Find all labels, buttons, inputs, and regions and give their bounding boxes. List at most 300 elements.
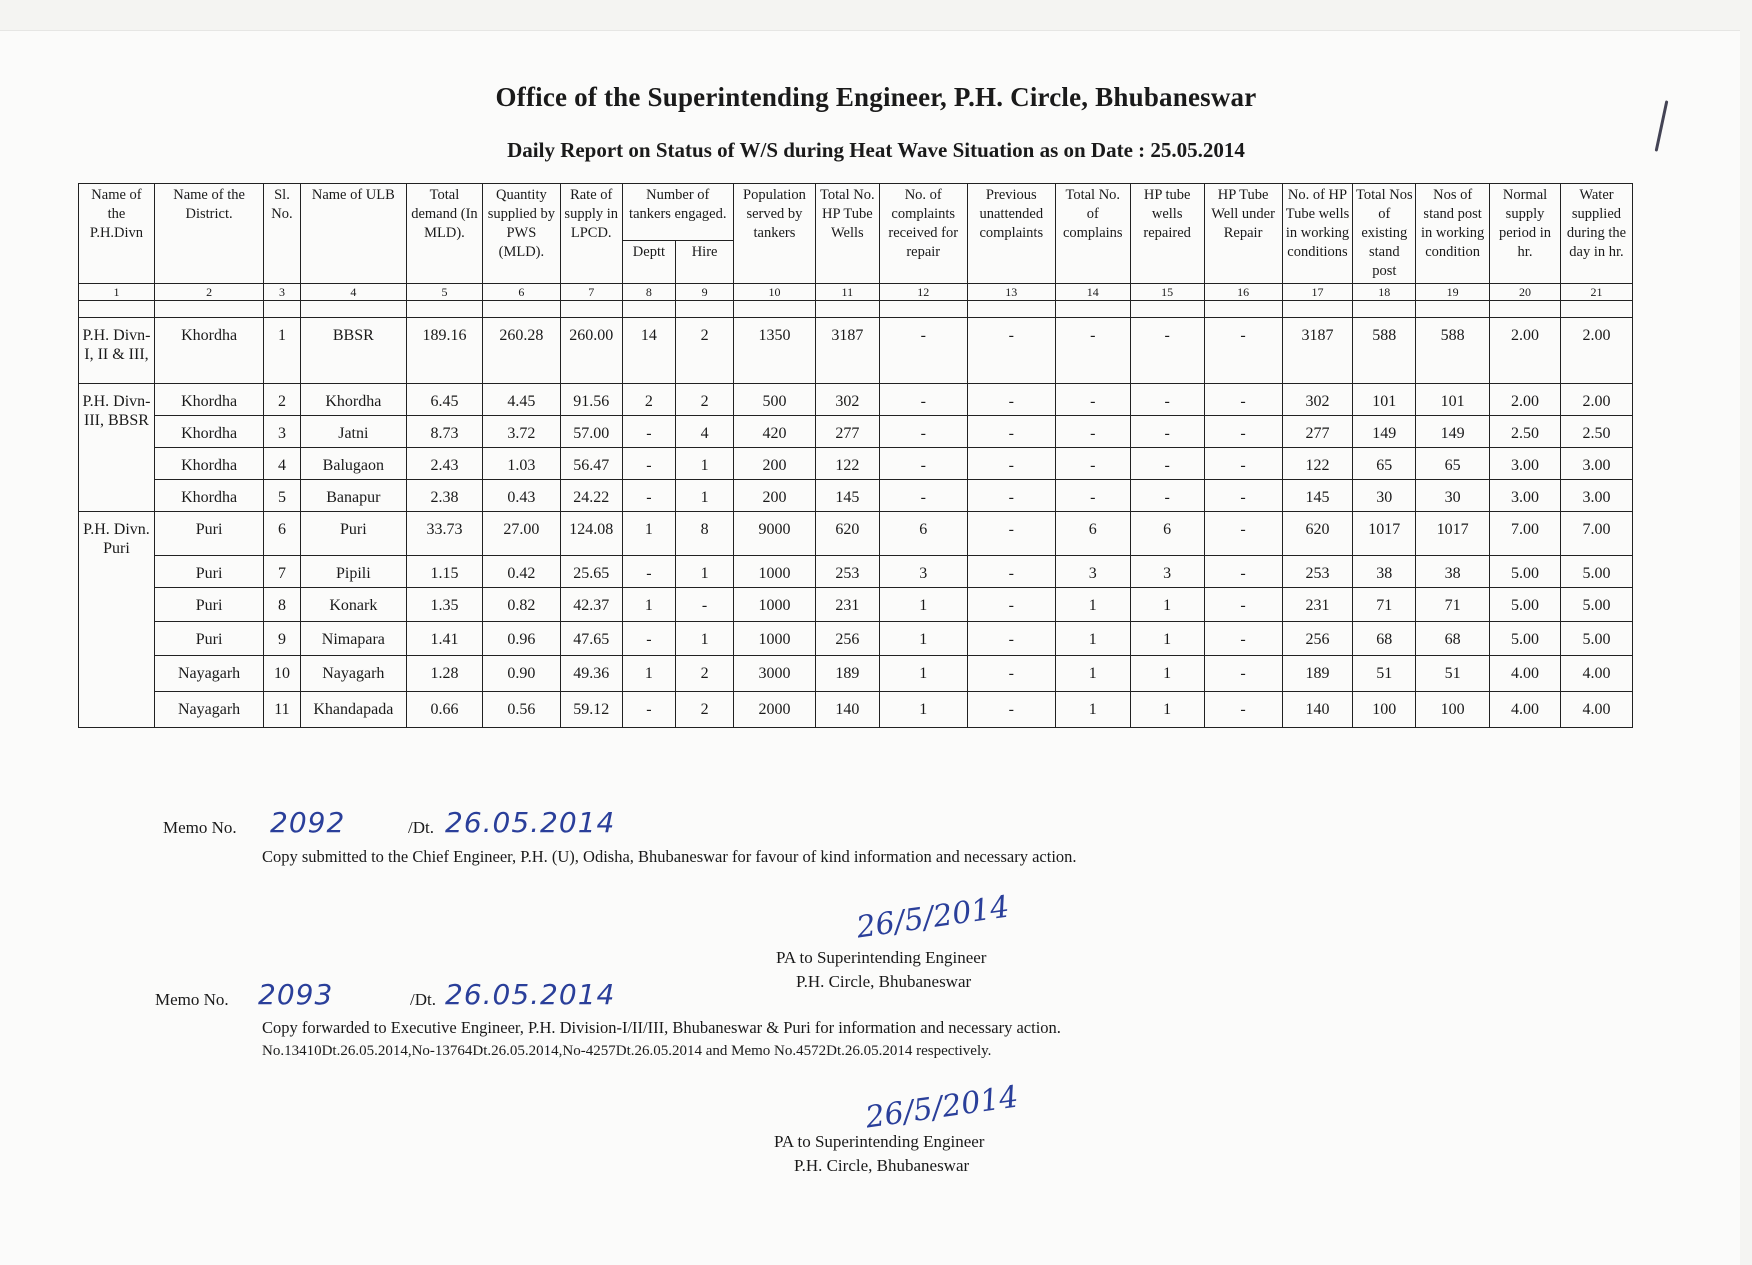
table-cell: 2 [676,656,734,692]
table-cell: Jatni [300,416,406,448]
table-cell: 4.00 [1560,692,1632,728]
table-cell: 2.00 [1490,318,1561,384]
table-cell: 3.00 [1560,480,1632,512]
table-cell: Balugaon [300,448,406,480]
table-cell: - [1055,384,1130,416]
table-cell: Khordha [154,480,263,512]
table-cell: 65 [1416,448,1490,480]
table-row [79,622,1633,656]
table-cell: 9000 [733,512,815,556]
table-cell: - [622,622,676,656]
table-cell: 6 [879,512,967,556]
table-cell: 189.16 [406,318,482,384]
table-cell: - [967,448,1055,480]
table-cell: 277 [815,416,879,448]
table-cell: - [1204,416,1282,448]
col-header-normal-supply: Normal supply period in hr. [1490,184,1561,284]
memo2-date: 26.05.2014 [445,978,616,1011]
table-cell: 27.00 [482,512,560,556]
table-cell: 71 [1353,588,1416,622]
column-number: 17 [1282,284,1353,301]
table-cell: - [967,416,1055,448]
table-cell: - [622,692,676,728]
table-cell: Puri [154,556,263,588]
table-cell: 200 [733,448,815,480]
memo1-date-label: /Dt. [408,818,434,837]
report-subtitle: Daily Report on Status of W/S during Heat Wave Situation as on Date : 25.05.2014 [507,138,1245,162]
column-number: 21 [1560,284,1632,301]
table-cell: 5.00 [1560,556,1632,588]
table-cell: 1 [676,448,734,480]
col-header-hp-repaired: HP tube wells repaired [1130,184,1204,284]
table-cell: Puri [154,588,263,622]
col-header-rate: Rate of supply in LPCD. [560,184,622,284]
table-row [79,416,1633,448]
table-cell: 140 [1282,692,1353,728]
table-cell: 2 [264,384,300,416]
table-cell: 2.50 [1560,416,1632,448]
table-cell: 3 [264,416,300,448]
table-cell: 4 [264,448,300,480]
table-cell: 4.00 [1490,692,1561,728]
table-cell: 0.43 [482,480,560,512]
table-cell: 4 [676,416,734,448]
column-number: 8 [622,284,676,301]
table-cell: 149 [1416,416,1490,448]
col-header-qty-pws: Quantity supplied by PWS (MLD). [482,184,560,284]
spacer-cell [1130,301,1204,318]
status-table [78,183,1633,728]
col-header-prev-unattended: Previous unattended complaints [967,184,1055,284]
table-cell: Khordha [300,384,406,416]
table-cell: 588 [1353,318,1416,384]
table-cell: 0.56 [482,692,560,728]
table-cell: - [967,384,1055,416]
table-cell: - [1055,480,1130,512]
table-cell: 0.90 [482,656,560,692]
table-cell: Puri [154,512,263,556]
table-cell: 140 [815,692,879,728]
signature2-handwriting: 26/5/2014 [863,1079,1021,1136]
table-cell: 5.00 [1560,588,1632,622]
memo2-references: No.13410Dt.26.05.2014,No-13764Dt.26.05.2014,No-4257Dt.26.05.2014 and Memo No.4572Dt.26.05.2014 respectively. [262,1043,992,1059]
table-cell: - [622,416,676,448]
table-cell: 33.73 [406,512,482,556]
spacer-cell [676,301,734,318]
col-header-hp-under-repair: HP Tube Well under Repair [1204,184,1282,284]
table-row [79,448,1633,480]
spacer-cell [406,301,482,318]
table-cell: 101 [1416,384,1490,416]
spacer-cell [264,301,300,318]
table-cell: 3.00 [1560,448,1632,480]
table-cell: 1000 [733,622,815,656]
table-cell: 1.35 [406,588,482,622]
table-cell: - [622,556,676,588]
table-cell: 6 [264,512,300,556]
table-cell: 1 [879,588,967,622]
table-cell: 3.00 [1490,448,1561,480]
spacer-cell [154,301,263,318]
table-cell: 7 [264,556,300,588]
table-cell: 1017 [1353,512,1416,556]
column-number: 4 [300,284,406,301]
col-header-water-supplied: Water supplied during the day in hr. [1560,184,1632,284]
table-cell: Nimapara [300,622,406,656]
table-cell: - [879,480,967,512]
table-cell: 2 [676,384,734,416]
table-cell: 1000 [733,556,815,588]
table-cell: 91.56 [560,384,622,416]
table-cell: 30 [1353,480,1416,512]
table-cell: 231 [815,588,879,622]
col-header-total-hp: Total No. HP Tube Wells [815,184,879,284]
table-cell: - [1055,318,1130,384]
table-cell: 1 [622,588,676,622]
table-cell: - [967,622,1055,656]
table-cell: 260.00 [560,318,622,384]
table-row [79,318,1633,384]
col-header-divn: Name of the P.H.Divn [79,184,155,284]
spacer-cell [1353,301,1416,318]
table-row [79,656,1633,692]
table-cell: 4.00 [1490,656,1561,692]
table-cell: 8 [264,588,300,622]
signature2-block [774,1130,984,1178]
table-cell: - [967,588,1055,622]
table-cell: 500 [733,384,815,416]
table-cell: 420 [733,416,815,448]
table-cell: 9 [264,622,300,656]
column-number: 11 [815,284,879,301]
table-cell: 6 [1055,512,1130,556]
table-cell: 14 [622,318,676,384]
table-cell: 8 [676,512,734,556]
table-cell: 1 [879,692,967,728]
table-cell: 0.66 [406,692,482,728]
table-cell: 620 [815,512,879,556]
table-cell: 2.50 [1490,416,1561,448]
table-cell: - [1055,448,1130,480]
table-row [79,384,1633,416]
table-cell: 7.00 [1490,512,1561,556]
table-cell: 253 [1282,556,1353,588]
spacer-cell [1282,301,1353,318]
table-cell: 38 [1416,556,1490,588]
table-cell: 25.65 [560,556,622,588]
table-cell: 3187 [1282,318,1353,384]
table-cell: 1 [1130,588,1204,622]
table-cell: 2.00 [1490,384,1561,416]
table-cell: 68 [1353,622,1416,656]
table-cell: Pipili [300,556,406,588]
memo2-label: Memo No. [155,990,229,1009]
table-row [79,512,1633,556]
memo2-date-label: /Dt. [410,990,436,1009]
table-cell: - [879,416,967,448]
table-row [79,480,1633,512]
table-cell: 1 [1055,588,1130,622]
table-cell: 1.15 [406,556,482,588]
table-cell: 1 [264,318,300,384]
table-cell: - [676,588,734,622]
table-cell: 2 [676,318,734,384]
column-number: 18 [1353,284,1416,301]
spacer-cell [300,301,406,318]
table-cell: 100 [1416,692,1490,728]
column-number: 20 [1490,284,1561,301]
column-number: 3 [264,284,300,301]
table-cell: 5 [264,480,300,512]
table-cell: 1 [1130,656,1204,692]
spacer-cell [815,301,879,318]
table-cell: 2.38 [406,480,482,512]
table-cell: 1 [879,622,967,656]
spacer-cell [560,301,622,318]
table-cell: Nayagarh [154,692,263,728]
column-number: 15 [1130,284,1204,301]
table-cell: - [1130,318,1204,384]
memo1-text: Copy submitted to the Chief Engineer, P.H. (U), Odisha, Bhubaneswar for favour of kind information and necessary action. [262,847,1077,866]
table-cell: - [622,448,676,480]
table-cell: 5.00 [1490,556,1561,588]
column-number: 7 [560,284,622,301]
table-cell: 149 [1353,416,1416,448]
table-cell: Puri [300,512,406,556]
table-cell: 3187 [815,318,879,384]
table-cell: 56.47 [560,448,622,480]
table-cell: - [1204,318,1282,384]
table-cell: Puri [154,622,263,656]
table-cell: 65 [1353,448,1416,480]
table-cell: 189 [815,656,879,692]
table-cell: - [1204,448,1282,480]
column-number: 13 [967,284,1055,301]
table-cell: 1 [1130,692,1204,728]
table-cell: 5.00 [1490,622,1561,656]
column-number: 19 [1416,284,1490,301]
table-cell: - [879,384,967,416]
table-cell: 122 [1282,448,1353,480]
table-cell: 3 [1055,556,1130,588]
table-cell: - [1204,480,1282,512]
table-cell: 588 [1416,318,1490,384]
table-cell: - [1130,416,1204,448]
table-cell: - [967,318,1055,384]
column-number-row [79,284,1633,301]
table-cell: Nayagarh [154,656,263,692]
table-cell: 253 [815,556,879,588]
table-cell: Banapur [300,480,406,512]
table-cell: 6 [1130,512,1204,556]
table-cell: 1350 [733,318,815,384]
col-header-deptt: Deptt [622,240,676,283]
table-cell: 2.00 [1560,318,1632,384]
table-cell: - [1130,384,1204,416]
table-cell: 59.12 [560,692,622,728]
table-cell: 24.22 [560,480,622,512]
table-cell: - [967,556,1055,588]
table-cell: Khordha [154,384,263,416]
table-cell: - [1204,692,1282,728]
table-cell: 2.00 [1560,384,1632,416]
table-cell: 0.42 [482,556,560,588]
table-cell: 1 [676,622,734,656]
table-cell: - [967,656,1055,692]
table-cell: 2.43 [406,448,482,480]
table-cell: 1 [676,556,734,588]
table-cell: 1 [622,512,676,556]
col-header-total-complains: Total No. of complains [1055,184,1130,284]
table-cell: 38 [1353,556,1416,588]
column-number: 12 [879,284,967,301]
table-cell: 100 [1353,692,1416,728]
spacer-cell [967,301,1055,318]
table-cell: 71 [1416,588,1490,622]
memo2-number: 2093 [258,978,334,1011]
table-cell: 3000 [733,656,815,692]
table-cell: 2000 [733,692,815,728]
col-header-standpost-working: Nos of stand post in working condition [1416,184,1490,284]
column-number: 2 [154,284,263,301]
page-title: Office of the Superintending Engineer, P.H. Circle, Bhubaneswar [495,82,1257,112]
table-cell: 4.45 [482,384,560,416]
table-cell: 2 [676,692,734,728]
spacer-cell [733,301,815,318]
table-cell: 1 [879,656,967,692]
table-cell: - [1204,588,1282,622]
spacer-cell [1560,301,1632,318]
table-cell: - [967,692,1055,728]
table-cell: BBSR [300,318,406,384]
column-number: 14 [1055,284,1130,301]
table-cell: - [1204,656,1282,692]
table-cell: 231 [1282,588,1353,622]
table-cell: 0.82 [482,588,560,622]
table-cell: - [1204,384,1282,416]
table-cell: 10 [264,656,300,692]
spacer-cell [622,301,676,318]
table-cell: - [967,480,1055,512]
table-cell: 1 [1055,692,1130,728]
signature2-line2: P.H. Circle, Bhubaneswar [794,1156,970,1175]
table-cell: - [1130,448,1204,480]
col-header-total-standpost: Total Nos of existing stand post [1353,184,1416,284]
table-cell: Khordha [154,416,263,448]
signature1-handwriting: 26/5/2014 [854,889,1012,946]
signature1-block [776,946,986,994]
table-cell: Khordha [154,448,263,480]
division-cell: P.H. Divn-III, BBSR [79,384,155,512]
table-cell: - [1204,622,1282,656]
table-cell: 1000 [733,588,815,622]
table-cell: 1 [676,480,734,512]
col-header-district: Name of the District. [154,184,263,284]
col-header-demand: Total demand (In MLD). [406,184,482,284]
table-cell: 2 [622,384,676,416]
col-header-ulb: Name of ULB [300,184,406,284]
column-number: 1 [79,284,155,301]
table-cell: 302 [1282,384,1353,416]
table-cell: 200 [733,480,815,512]
division-cell: P.H. Divn-I, II & III, [79,318,155,384]
col-header-pop-tankers: Population served by tankers [733,184,815,284]
column-number: 10 [733,284,815,301]
table-cell: - [1204,512,1282,556]
col-header-tankers: Number of tankers engaged. [622,184,733,241]
table-cell: 1017 [1416,512,1490,556]
table-cell: 145 [815,480,879,512]
table-cell: 3 [1130,556,1204,588]
table-cell: 189 [1282,656,1353,692]
table-cell: - [879,318,967,384]
table-cell: - [879,448,967,480]
table-cell: 8.73 [406,416,482,448]
column-number: 5 [406,284,482,301]
table-cell: 145 [1282,480,1353,512]
table-cell: 1 [1130,622,1204,656]
spacer-cell [1416,301,1490,318]
memo1-date: 26.05.2014 [445,806,616,839]
table-cell: - [1055,416,1130,448]
table-cell: 5.00 [1560,622,1632,656]
table-cell: 0.96 [482,622,560,656]
table-cell: Konark [300,588,406,622]
table-cell: 124.08 [560,512,622,556]
table-cell: 302 [815,384,879,416]
table-cell: 5.00 [1490,588,1561,622]
table-cell: 42.37 [560,588,622,622]
col-header-hp-working: No. of HP Tube wells in working conditions [1282,184,1353,284]
signature2-line1: PA to Superintending Engineer [774,1132,985,1151]
table-row [79,588,1633,622]
table-cell: 1.28 [406,656,482,692]
table-cell: 3.00 [1490,480,1561,512]
table-cell: 620 [1282,512,1353,556]
table-cell: 1 [1055,622,1130,656]
table-cell: 11 [264,692,300,728]
col-header-slno: Sl. No. [264,184,300,284]
table-cell: 3 [879,556,967,588]
table-row [79,692,1633,728]
table-cell: 277 [1282,416,1353,448]
table-cell: 47.65 [560,622,622,656]
table-row [79,556,1633,588]
header-row [79,184,1633,241]
spacer-cell [1055,301,1130,318]
table-cell: - [1130,480,1204,512]
column-number: 16 [1204,284,1282,301]
table-cell: Khordha [154,318,263,384]
table-cell: 1 [622,656,676,692]
table-cell: 49.36 [560,656,622,692]
table-cell: 260.28 [482,318,560,384]
spacer-cell [1490,301,1561,318]
memo1-label: Memo No. [163,818,237,837]
table-cell: 51 [1416,656,1490,692]
table-cell: - [1204,556,1282,588]
table-cell: 1 [1055,656,1130,692]
column-number: 6 [482,284,560,301]
table-cell: 3.72 [482,416,560,448]
table-cell: 30 [1416,480,1490,512]
signature1-line2: P.H. Circle, Bhubaneswar [796,972,972,991]
table-cell: 68 [1416,622,1490,656]
table-cell: 51 [1353,656,1416,692]
spacer-row [79,301,1633,318]
table-cell: 1.03 [482,448,560,480]
table-cell: 4.00 [1560,656,1632,692]
